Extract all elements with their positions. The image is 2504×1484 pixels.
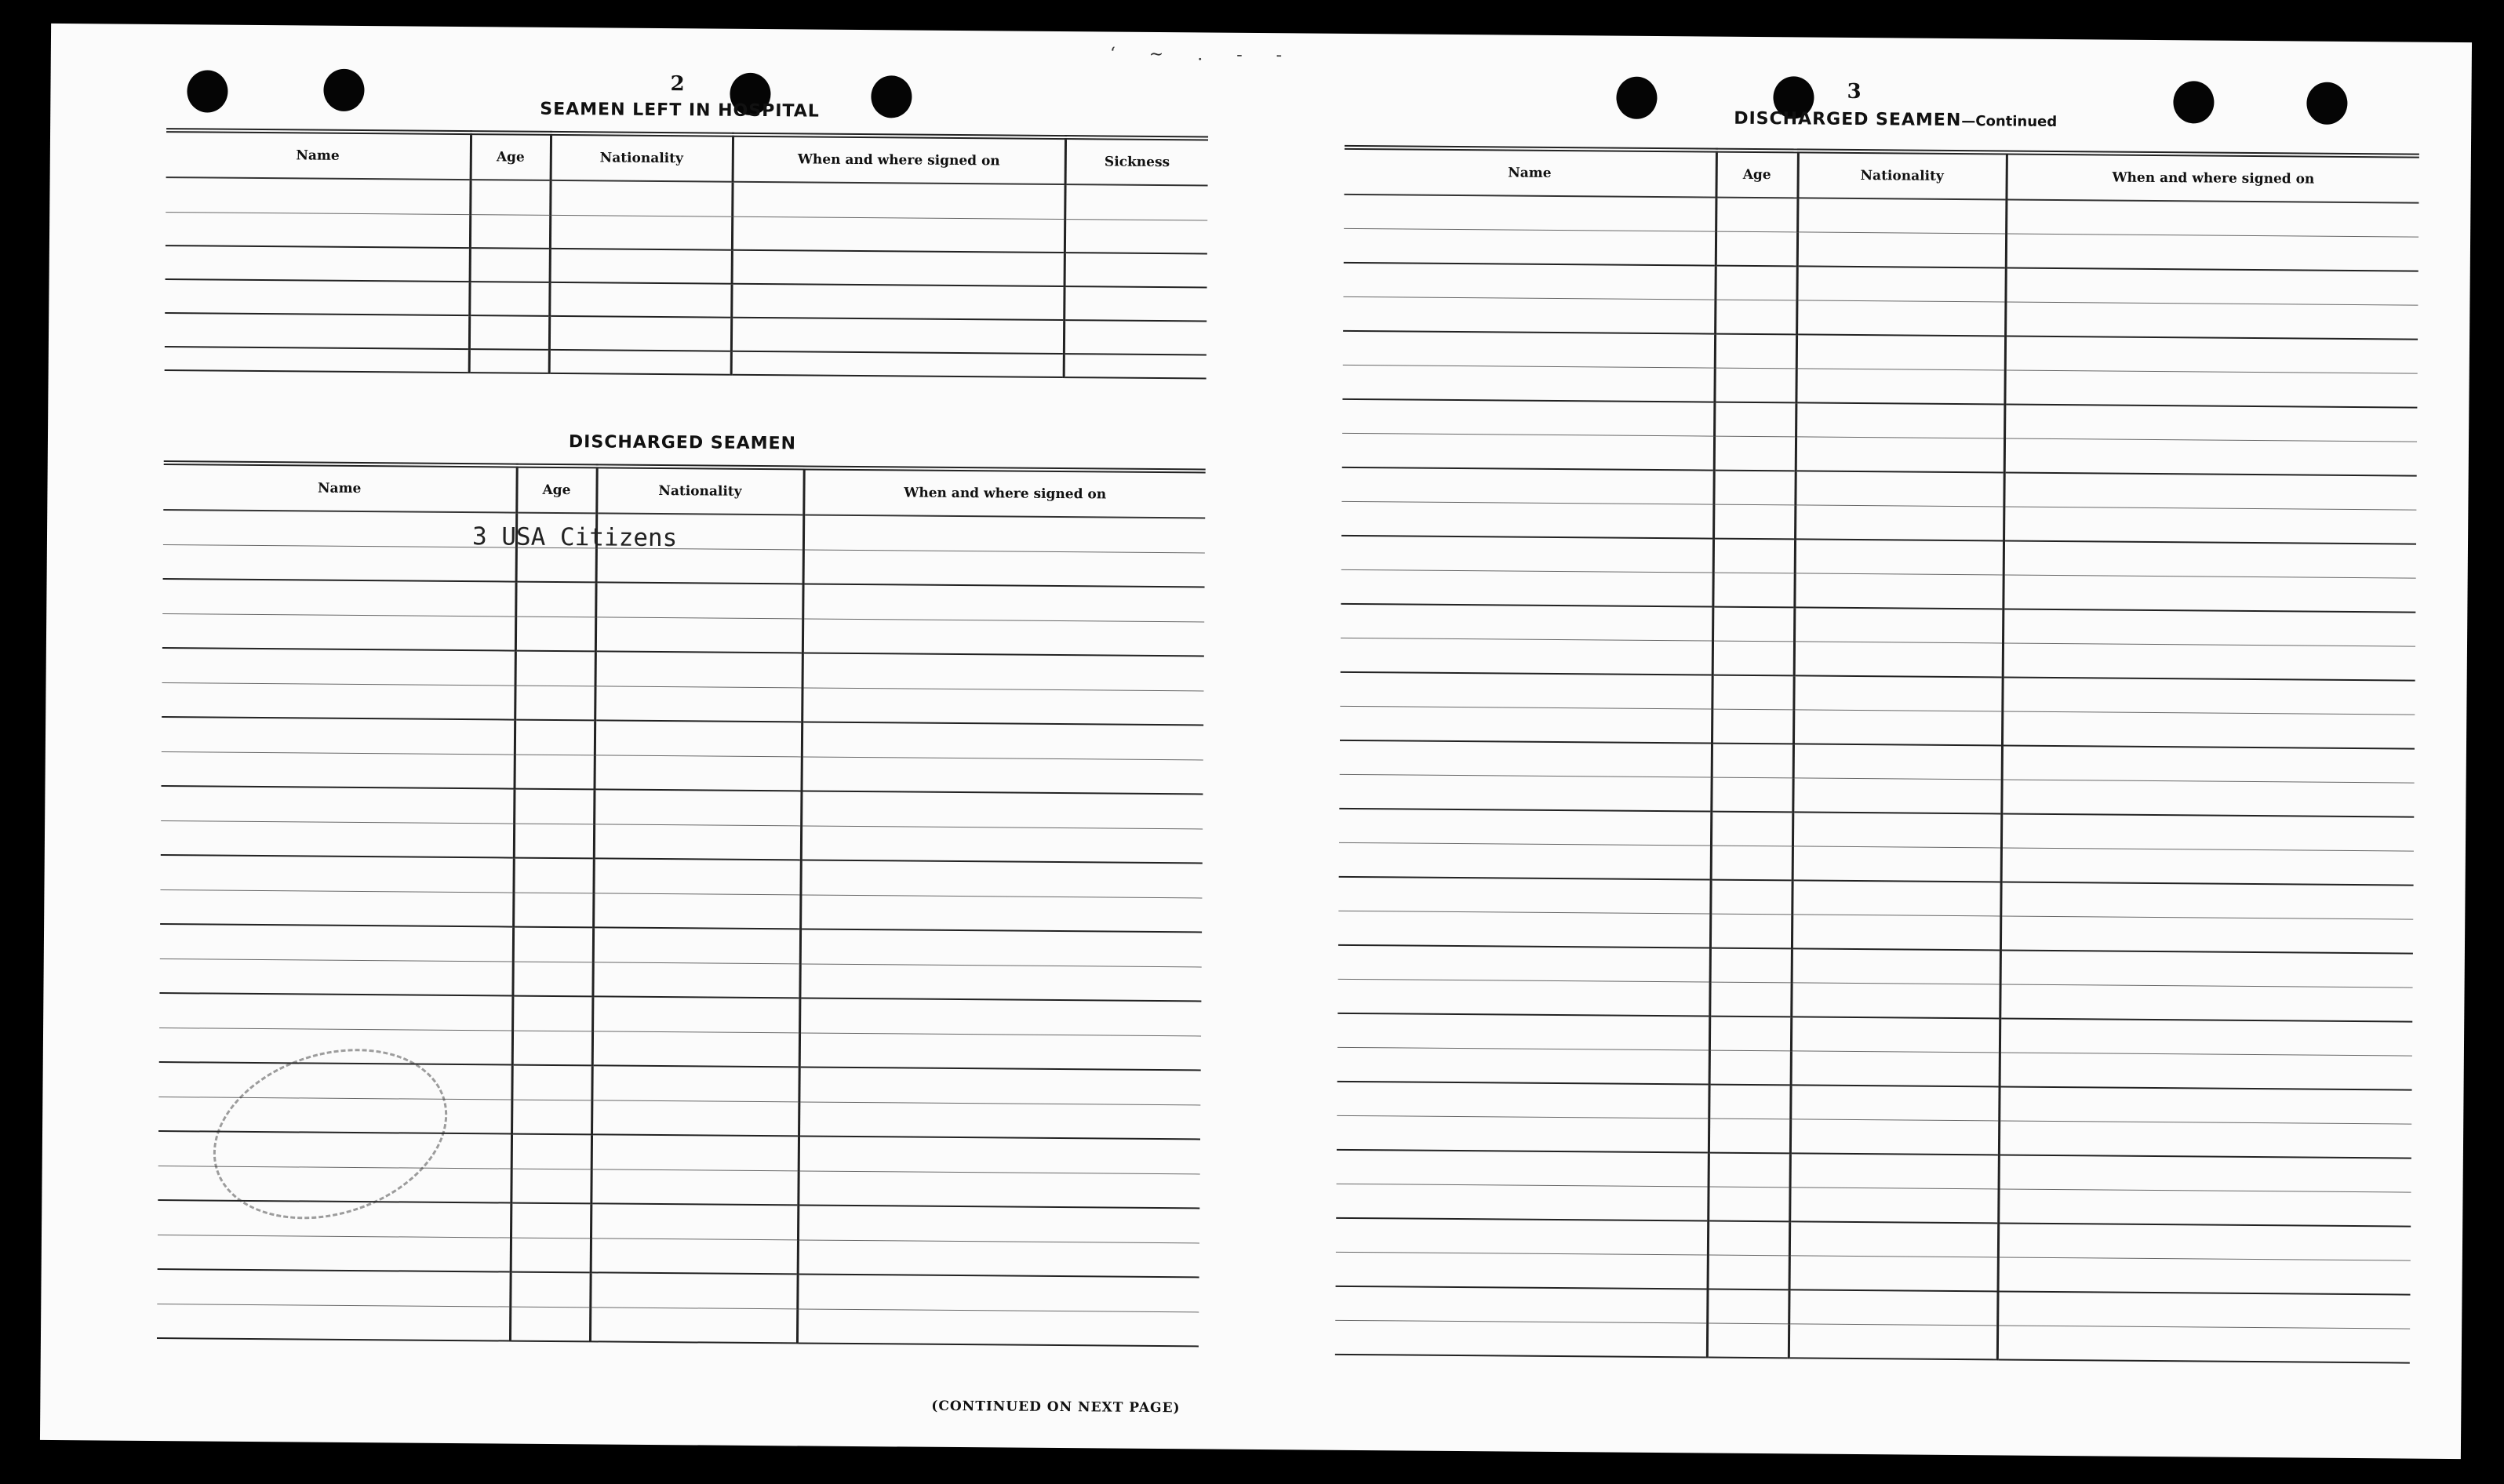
table-cell [161, 820, 514, 858]
table-cell [798, 1239, 1199, 1277]
table-cell [1341, 638, 1712, 675]
table-cell [1997, 1291, 2410, 1329]
col-header-nationality: Nationality [596, 466, 803, 515]
table-cell [1710, 914, 1792, 948]
table-cell [511, 1203, 591, 1238]
table-cell [1998, 1257, 2411, 1295]
table-cell [1709, 1085, 1790, 1119]
table-cell [2006, 234, 2418, 271]
table-cell [2005, 336, 2418, 373]
table-cell [1336, 1218, 1708, 1255]
table-cell [1341, 569, 1712, 606]
table-cell [2001, 848, 2414, 886]
table-cell [2000, 882, 2413, 919]
col-header-nationality: Nationality [551, 133, 733, 182]
table-cell [1710, 948, 1792, 983]
table-cell [2002, 745, 2415, 783]
table-cell [595, 651, 803, 687]
col-header-age: Age [471, 133, 551, 180]
table-cell [1796, 369, 2004, 405]
table-cell [1709, 1017, 1791, 1051]
table-cell [1796, 334, 2005, 370]
table-cell [1708, 1255, 1789, 1289]
table-cell [2006, 199, 2418, 237]
table-cell [159, 993, 512, 1031]
table-cell [162, 717, 515, 755]
table-cell [592, 996, 799, 1032]
table-cell [798, 1205, 1199, 1242]
table-cell [162, 579, 515, 617]
col-header-age: Age [516, 466, 596, 514]
table-cell [1709, 1118, 1790, 1153]
table-cell [1342, 399, 1714, 436]
table-cell [161, 786, 514, 824]
table-cell [803, 515, 1205, 552]
table-cell [511, 1238, 591, 1273]
table-cell [593, 893, 800, 929]
table-cell [2003, 643, 2415, 681]
table-cell [802, 722, 1203, 759]
table-cell [799, 1101, 1200, 1139]
table-cell [513, 927, 593, 962]
punch-hole-icon [2306, 82, 2347, 124]
table-cell [1343, 331, 1715, 368]
table-cell [800, 860, 1202, 897]
table-cell [595, 582, 803, 618]
table-cell [2002, 677, 2415, 715]
table-cell [591, 1238, 798, 1274]
table-cell [1795, 539, 2004, 575]
table-cell [513, 893, 593, 928]
table-cell [1712, 709, 1793, 744]
table-cell [1795, 471, 2004, 507]
table-cell [595, 720, 802, 756]
table-cell [592, 962, 799, 998]
table-cell [803, 653, 1204, 690]
table-cell [1999, 1121, 2411, 1158]
table-cell [512, 1031, 592, 1066]
table-cell [593, 927, 800, 963]
col-header-name: Name [166, 130, 471, 180]
top-center-marks: ‘ ~ . - - [1109, 44, 1297, 66]
table-cell [1792, 778, 2001, 814]
table-cell [1341, 467, 1713, 504]
table-cell [1789, 1289, 1997, 1326]
table-cell [1337, 1082, 1709, 1118]
table-cell [1339, 774, 1711, 811]
table-cell [1341, 501, 1713, 538]
table-cell [162, 751, 515, 789]
table-cell [2004, 540, 2416, 578]
col-header-name: Name [163, 463, 516, 513]
table-cell [1791, 1017, 2000, 1053]
table-cell [1791, 1051, 2000, 1087]
table-cell [1796, 266, 2005, 302]
table-cell [1708, 1187, 1789, 1221]
table-cell [1709, 1153, 1790, 1188]
table-cell [1343, 296, 1715, 333]
continued-footer: (CONTINUED ON NEXT PAGE) [931, 1398, 1181, 1417]
table-cell [1794, 607, 2003, 643]
table-cell [515, 582, 595, 617]
hospital-table [165, 128, 1208, 379]
table-cell [1336, 1184, 1708, 1220]
table-cell [1796, 300, 2005, 336]
table-cell [2000, 916, 2413, 954]
right-page-number: 3 [1847, 79, 1862, 104]
table-cell [800, 929, 1202, 966]
table-cell [1716, 198, 1797, 232]
table-cell [1795, 505, 2004, 541]
hospital-section-title: SEAMEN LEFT IN HOSPITAL [540, 99, 820, 122]
table-cell [2003, 609, 2415, 646]
table-cell [803, 618, 1204, 656]
table-cell [1707, 1323, 1789, 1358]
table-cell [1789, 1188, 1998, 1224]
table-cell [594, 789, 801, 825]
table-cell [160, 855, 513, 893]
table-cell [1794, 642, 2003, 678]
table-cell [1707, 1289, 1789, 1324]
table-cell [798, 1170, 1199, 1208]
table-cell [1714, 368, 1796, 402]
table-cell [516, 547, 596, 583]
punch-hole-icon [871, 75, 912, 118]
table-cell [1715, 300, 1796, 334]
table-cell [1712, 641, 1794, 675]
table-cell [1338, 911, 1710, 948]
typed-entry: 3 USA Citizens [471, 522, 678, 553]
table-cell [2000, 950, 2413, 988]
table-cell [1709, 1050, 1791, 1085]
punch-hole-icon [323, 69, 364, 111]
table-cell [1712, 744, 1793, 778]
table-cell [1792, 846, 2001, 882]
table-cell [803, 584, 1204, 621]
table-cell [2005, 302, 2418, 340]
table-cell [1343, 263, 1715, 300]
table-cell [162, 613, 515, 651]
table-cell [510, 1272, 590, 1308]
table-cell [160, 924, 513, 962]
table-cell [1709, 982, 1791, 1017]
table-cell [797, 1274, 1199, 1311]
table-cell [1794, 573, 2003, 609]
table-cell [511, 1065, 591, 1100]
punch-hole-icon [187, 70, 227, 112]
discharged-continued-table [1335, 145, 2419, 1364]
table-cell [2004, 370, 2417, 408]
table-cell [160, 889, 513, 927]
table-cell [1338, 877, 1710, 914]
table-cell [1789, 1256, 1998, 1292]
punch-hole-icon [1616, 77, 1657, 119]
table-cell [1713, 539, 1795, 573]
table-cell [1792, 812, 2001, 848]
right-title-main: DISCHARGED SEAMEN [1734, 108, 1962, 131]
table-cell [2005, 267, 2418, 305]
table-cell [515, 651, 595, 686]
right-section-title [1734, 109, 2057, 131]
table-cell [1998, 1223, 2411, 1260]
table-cell [799, 1067, 1200, 1104]
table-cell [591, 1065, 799, 1101]
table-cell [1712, 573, 1794, 607]
table-cell [801, 791, 1203, 828]
table-cell [510, 1307, 590, 1342]
table-cell [1715, 266, 1796, 300]
table-cell [1338, 945, 1710, 982]
table-cell [2002, 711, 2415, 749]
discharged-section-title: DISCHARGED SEAMEN [568, 432, 797, 454]
table-cell [2000, 1053, 2412, 1090]
table-cell [1337, 1115, 1709, 1152]
table-cell [1342, 365, 1714, 402]
table-cell [158, 1235, 511, 1272]
table-cell [157, 1269, 510, 1307]
table-cell [514, 824, 594, 859]
table-cell [1708, 1221, 1789, 1256]
table-cell [1999, 1086, 2411, 1124]
right-title-continued: —Continued [1961, 113, 2058, 130]
table-cell [1796, 437, 2004, 473]
table-cell [1711, 777, 1792, 812]
table-cell [801, 825, 1203, 863]
table-cell [2004, 507, 2416, 544]
col-header-signed-on: When and where signed on [733, 135, 1065, 184]
table-cell [1714, 436, 1796, 471]
table-cell [1712, 675, 1793, 710]
table-cell [1789, 1324, 1997, 1360]
table-cell [594, 755, 801, 791]
table-cell [1793, 710, 2002, 746]
col-header-signed-on: When and where signed on [2006, 152, 2418, 202]
table-cell [2004, 472, 2416, 510]
table-cell [1713, 504, 1795, 539]
table-cell [1792, 948, 2000, 984]
table-cell [595, 617, 803, 653]
table-cell [591, 1203, 798, 1239]
table-cell [590, 1307, 797, 1343]
table-cell [1999, 1155, 2411, 1192]
table-cell [797, 1308, 1199, 1346]
table-cell [1338, 1013, 1709, 1050]
table-cell [162, 682, 515, 720]
table-cell [515, 720, 595, 755]
discharged-rows [157, 510, 1205, 1346]
table-cell [1998, 1189, 2411, 1227]
table-cell [511, 1134, 591, 1169]
table-cell [1335, 1320, 1707, 1357]
table-cell [799, 1032, 1201, 1070]
table-cell [1793, 744, 2002, 780]
table-cell [1340, 740, 1712, 777]
table-cell [163, 510, 516, 547]
table-cell [2004, 438, 2417, 476]
col-header-nationality: Nationality [1797, 151, 2006, 199]
table-cell [1338, 1047, 1709, 1084]
table-cell [515, 617, 595, 652]
table-cell [1344, 228, 1716, 265]
table-cell [162, 648, 515, 686]
col-header-sickness: Sickness [1065, 137, 1208, 185]
table-cell [1791, 983, 2000, 1019]
table-cell [1790, 1119, 1999, 1155]
table-cell [595, 686, 802, 722]
punch-hole-icon [2173, 81, 2214, 123]
left-page-number: 2 [670, 72, 685, 96]
table-cell [1342, 433, 1714, 470]
table-cell [514, 755, 594, 790]
table-cell [1335, 1286, 1707, 1323]
table-cell [1710, 880, 1792, 915]
table-cell [799, 998, 1201, 1035]
table-cell [1789, 1221, 1998, 1257]
table-cell [511, 1169, 591, 1204]
table-cell [592, 1031, 799, 1067]
table-cell [1797, 232, 2006, 268]
col-header-name: Name [1344, 147, 1716, 198]
table-cell [512, 962, 592, 997]
table-cell [2001, 813, 2414, 851]
table-cell [591, 1100, 799, 1136]
table-cell [590, 1272, 797, 1308]
table-cell [159, 958, 512, 996]
document-scan [40, 24, 2472, 1459]
col-header-signed-on: When and where signed on [803, 467, 1205, 518]
table-cell [163, 544, 516, 582]
col-header-age: Age [1716, 151, 1797, 198]
table-cell [1341, 536, 1713, 573]
table-cell [514, 789, 594, 824]
discharged-continued-rows [1335, 195, 2419, 1363]
table-cell [512, 996, 592, 1031]
table-cell [1792, 880, 2000, 916]
table-cell [1339, 842, 1711, 879]
table-cell [801, 756, 1203, 794]
table-cell [2004, 404, 2417, 442]
table-cell [1338, 979, 1709, 1016]
table-cell [1340, 706, 1712, 743]
table-cell [1340, 672, 1712, 709]
table-row [157, 1304, 1199, 1346]
table-cell [802, 687, 1203, 725]
table-cell [1337, 1150, 1709, 1187]
table-cell [513, 858, 593, 893]
table-cell [803, 549, 1205, 587]
table-cell [591, 1169, 798, 1205]
table-cell [2000, 984, 2412, 1022]
table-cell [1344, 195, 1716, 231]
table-cell [1713, 471, 1795, 505]
table-cell [2003, 575, 2415, 613]
table-cell [596, 547, 803, 584]
table-cell [1792, 915, 2000, 951]
table-cell [1712, 607, 1794, 642]
table-cell [800, 894, 1202, 932]
table-cell [1714, 402, 1796, 437]
table-cell [1715, 334, 1796, 369]
table-cell [1336, 1252, 1708, 1289]
table-cell [799, 1136, 1200, 1173]
table-cell [2000, 1018, 2412, 1056]
table-cell [1790, 1085, 1999, 1121]
table-cell [1790, 1153, 1999, 1189]
table-cell [1339, 809, 1711, 846]
table-cell [591, 1134, 799, 1170]
table-cell [2001, 780, 2414, 817]
table-cell [1793, 675, 2002, 711]
table-cell [157, 1304, 510, 1341]
table-cell [1796, 402, 2004, 438]
table-cell [799, 963, 1201, 1001]
table-cell [1716, 231, 1797, 266]
table-cell [1797, 198, 2006, 234]
table-cell [1341, 604, 1712, 641]
table-cell [594, 824, 801, 860]
table-cell [515, 686, 595, 721]
table-cell [1711, 846, 1792, 880]
table-cell [511, 1100, 591, 1135]
table-cell [1997, 1326, 2410, 1363]
table-cell [593, 858, 800, 894]
table-cell [1711, 812, 1792, 846]
